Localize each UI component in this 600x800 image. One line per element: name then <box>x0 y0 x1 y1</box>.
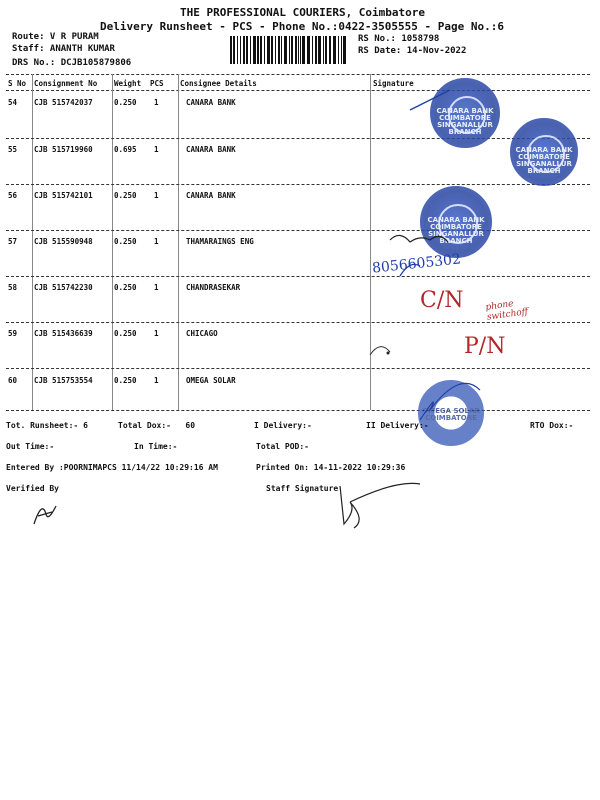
printed-on: Printed On: 14-11-2022 10:29:36 <box>256 463 406 472</box>
rs-no: RS No.: 1058798 <box>358 34 440 44</box>
row-sno: 55 <box>8 145 18 154</box>
barcode-bar <box>271 36 273 64</box>
stamp-text: CANARA BANK COIMBATORE SINGANALLUR BRANCH <box>436 107 494 136</box>
drs-label: DRS No.: DCJB105879806 <box>12 58 132 68</box>
row-consignment-no: CJB 515436639 <box>34 329 93 338</box>
col-header-signature: Signature <box>373 79 414 88</box>
row-weight: 0.250 <box>114 376 137 385</box>
barcode-bar <box>329 36 331 64</box>
barcode <box>228 36 352 64</box>
barcode-bar <box>250 36 251 64</box>
row-consignee: OMEGA SOLAR <box>186 376 236 385</box>
row-consignee: CANARA BANK <box>186 98 236 107</box>
handwritten-phone: 8056605302 <box>371 251 462 277</box>
runsheet-subtitle: Delivery Runsheet - PCS - Phone No.:0422-3505555 - Page No.:6 <box>100 20 504 33</box>
row-sno: 58 <box>8 283 18 292</box>
pen-dot <box>387 352 390 355</box>
rto-dox: RTO Dox:- <box>530 421 574 430</box>
row-sno: 56 <box>8 191 18 200</box>
barcode-bar <box>300 36 301 64</box>
staff-label: Staff: ANANTH KUMAR <box>12 44 115 54</box>
row-consignee: THAMARAINGS ENG <box>186 237 254 246</box>
row-pcs: 1 <box>154 237 159 246</box>
ii-delivery: II Delivery:- <box>366 421 429 430</box>
column-divider <box>32 74 33 410</box>
company-title: THE PROFESSIONAL COURIERS, Coimbatore <box>180 6 426 19</box>
barcode-bar <box>233 36 235 64</box>
col-header-consignee: Consignee Details <box>180 79 257 88</box>
barcode-bar <box>240 36 241 64</box>
barcode-bar <box>230 36 232 64</box>
route-label: Route: V R PURAM <box>12 32 99 42</box>
row-consignment-no: CJB 515590948 <box>34 237 93 246</box>
col-header-pcs: PCS <box>150 79 164 88</box>
barcode-bar <box>302 36 305 64</box>
barcode-bar <box>257 36 259 64</box>
row-pcs: 1 <box>154 98 159 107</box>
barcode-bar <box>267 36 270 64</box>
verifier-signature <box>28 496 68 530</box>
barcode-bar <box>243 36 245 64</box>
row-pcs: 1 <box>154 376 159 385</box>
row-consignment-no: CJB 515742230 <box>34 283 93 292</box>
i-delivery: I Delivery:- <box>254 421 312 430</box>
stamp-text: OMEGA SOLAR COIMBATORE <box>422 407 480 422</box>
row-weight: 0.250 <box>114 329 137 338</box>
in-time: In Time:- <box>134 442 178 451</box>
row-weight: 0.695 <box>114 145 137 154</box>
column-divider <box>112 74 113 410</box>
barcode-bar <box>298 36 299 64</box>
row-pcs: 1 <box>154 283 159 292</box>
row-consignment-no: CJB 515742037 <box>34 98 93 107</box>
handwritten-pn-mark: P/N <box>464 334 506 359</box>
barcode-bar <box>278 36 280 64</box>
barcode-bar <box>325 36 327 64</box>
barcode-bar <box>333 36 336 64</box>
row-sno: 57 <box>8 237 18 246</box>
tot-runsheet: Tot. Runsheet:- 6 <box>6 421 88 430</box>
barcode-bar <box>281 36 282 64</box>
stamp-text: CANARA BANK COIMBATORE SINGANALLUR BRANCH <box>427 216 485 245</box>
barcode-bar <box>275 36 276 64</box>
barcode-bar <box>315 36 317 64</box>
row-pcs: 1 <box>154 329 159 338</box>
barcode-bar <box>307 36 310 64</box>
col-header-weight: Weight <box>114 79 142 88</box>
row-consignee: CANARA BANK <box>186 191 236 200</box>
stamp-text: CANARA BANK COIMBATORE SINGANALLUR BRANCH <box>515 146 573 175</box>
row-consignee: CHICAGO <box>186 329 218 338</box>
barcode-bar <box>284 36 287 64</box>
verified-by-label: Verified By <box>6 484 59 493</box>
row-sno: 54 <box>8 98 18 107</box>
col-header-sno: S No <box>8 79 27 88</box>
rs-date: RS Date: 14-Nov-2022 <box>358 46 467 56</box>
column-divider <box>178 74 179 410</box>
row-consignment-no: CJB 515753554 <box>34 376 93 385</box>
signature-scribbles <box>370 90 600 420</box>
row-weight: 0.250 <box>114 98 137 107</box>
signature-stroke <box>410 90 450 110</box>
barcode-bar <box>289 36 290 64</box>
row-pcs: 1 <box>154 191 159 200</box>
col-header-consignment: Consignment No <box>34 79 98 88</box>
row-consignment-no: CJB 515719960 <box>34 145 93 154</box>
row-weight: 0.250 <box>114 283 137 292</box>
row-sno: 60 <box>8 376 18 385</box>
barcode-bar <box>253 36 256 64</box>
barcode-bar <box>260 36 262 64</box>
staff-signature <box>336 480 426 532</box>
barcode-bar <box>318 36 321 64</box>
signature-stroke <box>420 383 480 420</box>
table-top-rule <box>6 74 590 75</box>
row-weight: 0.250 <box>114 191 137 200</box>
staff-signature-label: Staff Signature <box>266 484 339 493</box>
barcode-bar <box>323 36 324 64</box>
entered-by: Entered By :POORNIMAPCS 11/14/22 10:29:16 AM <box>6 463 218 472</box>
row-sno: 59 <box>8 329 18 338</box>
row-weight: 0.250 <box>114 237 137 246</box>
barcode-bar <box>312 36 313 64</box>
handwritten-note: phone switchoff <box>484 299 529 323</box>
barcode-bar <box>291 36 293 64</box>
handwritten-cn-mark: C/N <box>420 288 464 313</box>
signature-stroke <box>390 235 448 242</box>
barcode-bar <box>237 36 238 64</box>
barcode-bar <box>341 36 342 64</box>
barcode-bar <box>338 36 339 64</box>
row-pcs: 1 <box>154 145 159 154</box>
total-dox: Total Dox:- 60 <box>118 421 196 430</box>
total-pod: Total POD:- <box>256 442 309 451</box>
barcode-bar <box>246 36 248 64</box>
row-consignee: CHANDRASEKAR <box>186 283 241 292</box>
out-time: Out Time:- <box>6 442 55 451</box>
barcode-bar <box>295 36 297 64</box>
row-consignment-no: CJB 515742101 <box>34 191 93 200</box>
barcode-bar <box>264 36 265 64</box>
row-consignee: CANARA BANK <box>186 145 236 154</box>
barcode-bar <box>343 36 346 64</box>
